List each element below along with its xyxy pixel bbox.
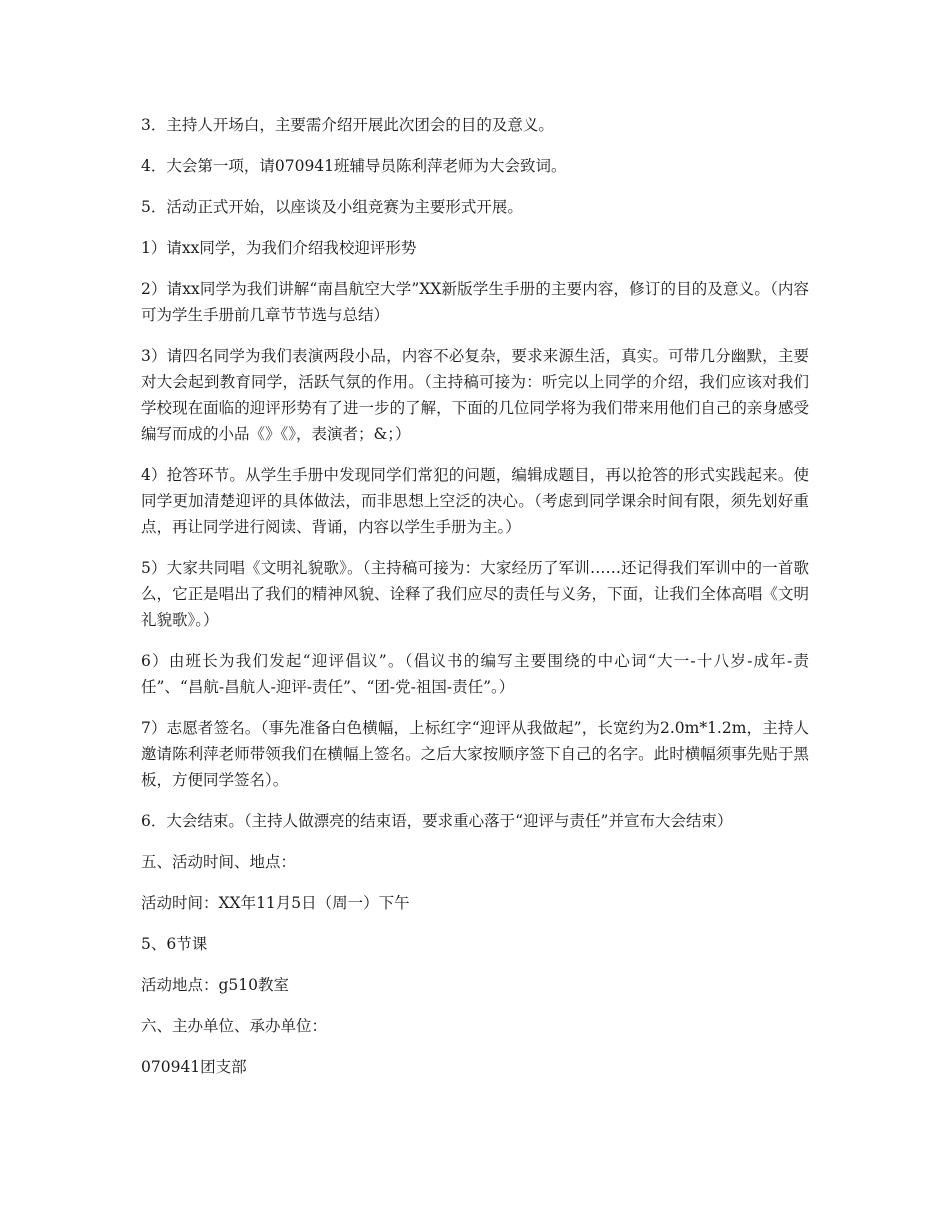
paragraph-activity-place: 活动地点：g510教室	[141, 976, 290, 994]
paragraph-item-2-handbook: 2）请xx同学为我们讲解“南昌航空大学”XX新版学生手册的主要内容，修订的目的及意义。（内容可为学生手册前几章节节选与总结）	[141, 280, 809, 324]
paragraph-class-periods: 5、6节课	[141, 935, 208, 953]
paragraph-step-5-activity-start: 5．活动正式开始，以座谈及小组竞赛为主要形式开展。	[141, 198, 523, 216]
paragraph-step-4-address: 4．大会第一项，请070941班辅导员陈利萍老师为大会致词。	[141, 157, 567, 175]
section-heading-time-place: 五、活动时间、地点：	[141, 853, 297, 871]
section-heading-organizers: 六、主办单位、承办单位：	[141, 1017, 328, 1035]
paragraph-item-1-introduction: 1）请xx同学，为我们介绍我校迎评形势	[141, 239, 417, 257]
paragraph-item-4-quiz: 4）抢答环节。从学生手册中发现同学们常犯的问题，编辑成题目，再以抢答的形式实践起来。使同学更加清楚迎评的具体做法，而非思想上空泛的决心。（考虑到同学课余时间有限，须先划好重点，再让同学进行阅读、背诵，内容以学生手册为主。）	[141, 466, 809, 536]
paragraph-step-3-host-opening: 3．主持人开场白，主要需介绍开展此次团会的目的及意义。	[141, 116, 554, 134]
document-body	[141, 112, 809, 1095]
paragraph-step-6-closing: 6．大会结束。（主持人做漂亮的结束语，要求重心落于“迎评与责任”并宣布大会结束）	[141, 812, 733, 830]
paragraph-item-5-song: 5）大家共同唱《文明礼貌歌》。（主持稿可接为：大家经历了军训……还记得我们军训中的一首歌么，它正是唱出了我们的精神风貌、诠释了我们应尽的责任与义务，下面，让我们全体高唱《文明礼貌歌》。）	[141, 559, 809, 629]
paragraph-item-7-signature: 7）志愿者签名。（事先准备白色横幅，上标红字“迎评从我做起”，长宽约为2.0m*1.2m，主持人邀请陈利萍老师带领我们在横幅上签名。之后大家按顺序签下自己的名字。此时横幅须事先贴于黑板，方便同学签名）。	[141, 719, 809, 789]
paragraph-item-6-proposal: 6）由班长为我们发起“迎评倡议”。（倡议书的编写主要围绕的中心词“大一-十八岁-成年-责任”、“昌航-昌航人-迎评-责任”、“团-党-祖国-责任”。）	[141, 652, 809, 696]
paragraph-item-3-skit: 3）请四名同学为我们表演两段小品，内容不必复杂，要求来源生活，真实。可带几分幽默，主要对大会起到教育同学，活跃气氛的作用。（主持稿可接为：听完以上同学的介绍，我们应该对我们学校现在面临的迎评形势有了进一步的了解，下面的几位同学将为我们带来用他们自己的亲身感受编写而成的小品《》《》，表演者；&；）	[141, 347, 809, 443]
paragraph-organizer-name: 070941团支部	[141, 1058, 247, 1076]
paragraph-activity-time: 活动时间：XX年11月5日（周一）下午	[141, 894, 410, 912]
